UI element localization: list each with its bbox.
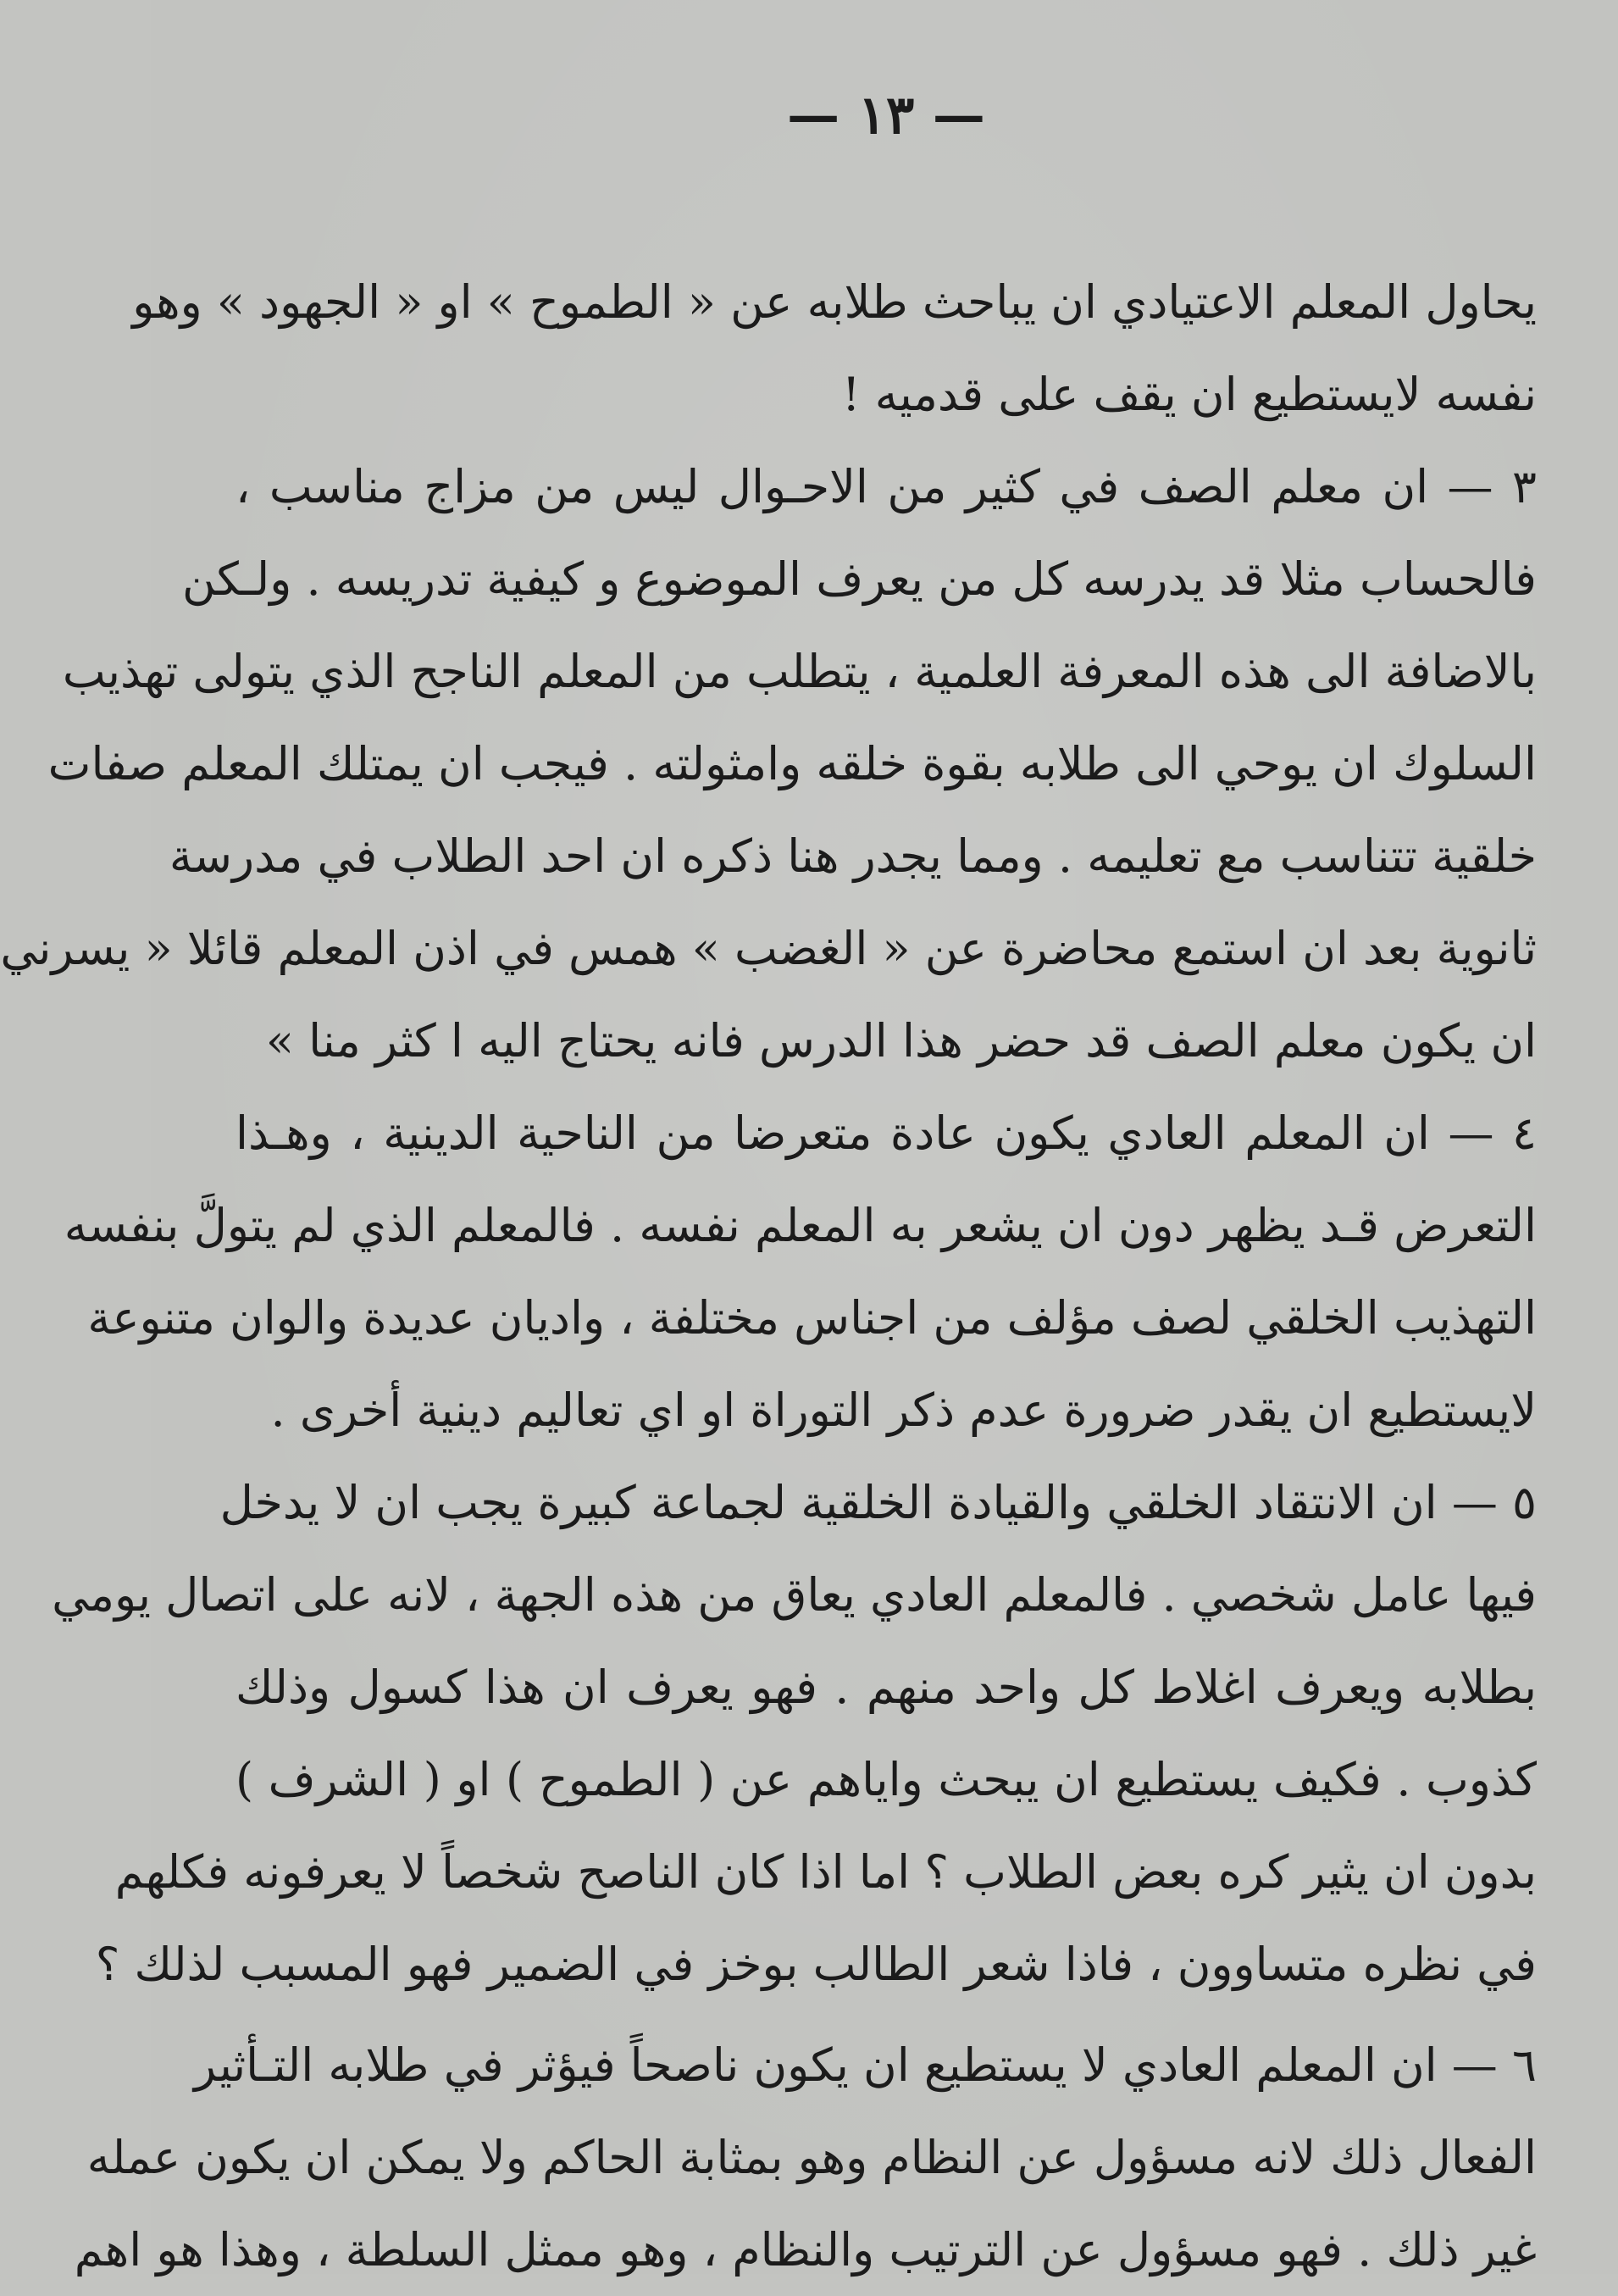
body-text	[0, 256, 1537, 2296]
text-line: السلوك ان يوحي الى طلابه بقوة خلقه وامثولته . فيجب ان يمتلك المعلم صفات	[47, 737, 1537, 790]
text-line: الفعال ذلك لانه مسؤول عن النظام وهو بمثابة الحاكم ولا يمكن ان يكون عمله	[86, 2131, 1537, 2184]
text-line: ٦ — ان المعلم العادي لا يستطيع ان يكون ناصحاً فيؤثر في طلابه التـأثير	[194, 2038, 1537, 2092]
text-line: لايستطيع ان يقدر ضرورة عدم ذكر التوراة او اي تعاليم دينية أخرى .	[270, 1384, 1537, 1437]
text-line: فيها عامل شخصي . فالمعلم العادي يعاق من هذه الجهة ، لانه على اتصال يومي	[52, 1568, 1537, 1622]
text-line: كذوب . فكيف يستطيع ان يبحث واياهم عن ( الطموح ) او ( الشرف )	[235, 1753, 1537, 1806]
text-line: فالحساب مثلا قد يدرسه كل من يعرف الموضوع و كيفية تدريسه . ولـكن	[182, 552, 1537, 606]
text-line: ٥ — ان الانتقاد الخلقي والقيادة الخلقية لجماعة كبيرة يجب ان لا يدخل	[219, 1476, 1537, 1529]
text-line: يحاول المعلم الاعتيادي ان يباحث طلابه عن « الطموح » او « الجهود » وهو	[132, 275, 1537, 329]
text-line: ٣ — ان معلم الصف في كثير من الاحـوال ليس من مزاج مناسب ،	[235, 460, 1537, 513]
text-line: ٤ — ان المعلم العادي يكون عادة متعرضا من الناحية الدينية ، وهـذا	[235, 1106, 1537, 1160]
text-line: التهذيب الخلقي لصف مؤلف من اجناس مختلفة ، واديان عديدة والوان متنوعة	[87, 1291, 1537, 1345]
text-line: نفسه لايستطيع ان يقف على قدميه !	[841, 368, 1537, 421]
text-line: بطلابه ويعرف اغلاط كل واحد منهم . فهو يعرف ان هذا كسول وذلك	[235, 1661, 1537, 1714]
paragraph-gap	[235, 2010, 1537, 2019]
text-line: ان يكون معلم الصف قد حضر هذا الدرس فانه يحتاج اليه ا كثر منا »	[265, 1014, 1537, 1068]
text-line: خلقية تتناسب مع تعليمه . ومما يجدر هنا ذكره ان احد الطلاب في مدرسة	[169, 829, 1537, 883]
text-line: بالاضافة الى هذه المعرفة العلمية ، يتطلب من المعلم الناجح الذي يتولى تهذيب	[62, 645, 1537, 698]
text-line: ثانوية بعد ان استمع محاضرة عن « الغضب » همس في اذن المعلم قائلا « يسرني	[0, 922, 1537, 975]
text-line: بدون ان يثير كره بعض الطلاب ؟ اما اذا كان الناصح شخصاً لا يعرفونه فكلهم	[114, 1845, 1537, 1899]
page-number: — ١٣ —	[787, 84, 985, 146]
text-line: في نظره متساوون ، فاذا شعر الطالب بوخز في الضمير فهو المسبب لذلك ؟	[95, 1938, 1537, 1991]
text-line: التعرض قـد يظهر دون ان يشعر به المعلم نفسه . فالمعلم الذي لم يتولَّ بنفسه	[64, 1199, 1537, 1252]
text-line: غير ذلك . فهو مسؤول عن الترتيب والنظام ، وهو ممثل السلطة ، وهذا هو اهم	[74, 2223, 1537, 2277]
